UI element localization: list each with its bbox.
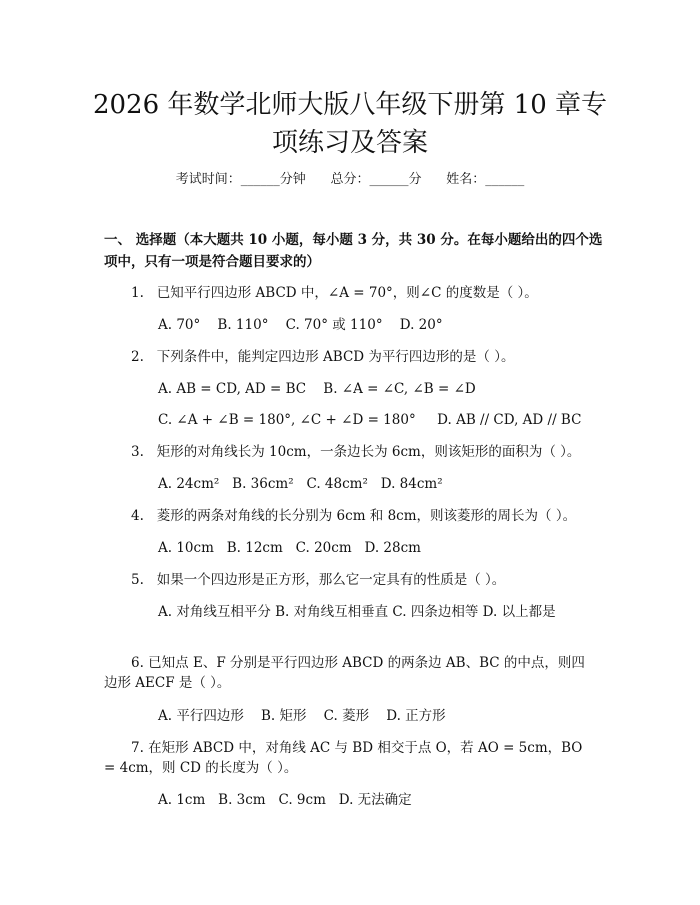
question-6: 6. 已知点 E、F 分别是平行四边形 ABCD 的两条边 AB、BC 的中点，则四边形 AECF 是（ ）。 xyxy=(104,655,585,691)
question-6-options: A. 平行四边形 B. 矩形 C. 菱形 D. 正方形 xyxy=(158,708,446,724)
question-5-options: A. 对角线互相平分 B. 对角线互相垂直 C. 四条边相等 D. 以上都是 xyxy=(158,604,556,620)
question-1: 1. 已知平行四边形 ABCD 中，∠A = 70°，则∠C 的度数是（ ）。 xyxy=(131,285,538,301)
question-7-options: A. 1cm B. 3cm C. 9cm D. 无法确定 xyxy=(158,792,412,808)
section-heading: 一、 选择题（本大题共 10 小题，每小题 3 分，共 30 分。在每小题给出的四个选项中，只有一项是符合题目要求的） xyxy=(104,232,603,270)
question-1-options: A. 70° B. 110° C. 70° 或 110° D. 20° xyxy=(158,317,443,333)
question-4: 4. 菱形的两条对角线的长分别为 6cm 和 8cm，则该菱形的周长为（ ）。 xyxy=(131,508,577,524)
question-2: 2. 下列条件中，能判定四边形 ABCD 为平行四边形的是（ ）。 xyxy=(131,349,515,365)
title-line-1: 2026 年数学北师大版八年级下册第 10 章专 xyxy=(92,90,608,120)
title-line-2: 项练习及答案 xyxy=(271,128,428,158)
document-title xyxy=(60,86,640,162)
question-4-options: A. 10cm B. 12cm C. 20cm D. 28cm xyxy=(158,540,421,556)
question-2-options-b: C. ∠A + ∠B = 180°, ∠C + ∠D = 180° D. AB // CD, AD // BC xyxy=(158,412,582,428)
exam-meta: 考试时间：______分钟 总分：______分 姓名：______ xyxy=(175,172,525,187)
question-3-options: A. 24cm² B. 36cm² C. 48cm² D. 84cm² xyxy=(158,476,443,492)
question-7: 7. 在矩形 ABCD 中，对角线 AC 与 BD 相交于点 O，若 AO = 5cm，BO = 4cm，则 CD 的长度为（ ）。 xyxy=(104,740,583,776)
question-5: 5. 如果一个四边形是正方形，那么它一定具有的性质是（ ）。 xyxy=(131,572,506,588)
question-2-options-a: A. AB = CD, AD = BC B. ∠A = ∠C, ∠B = ∠D xyxy=(158,381,476,397)
question-3: 3. 矩形的对角线长为 10cm，一条边长为 6cm，则该矩形的面积为（ ）。 xyxy=(131,444,581,460)
